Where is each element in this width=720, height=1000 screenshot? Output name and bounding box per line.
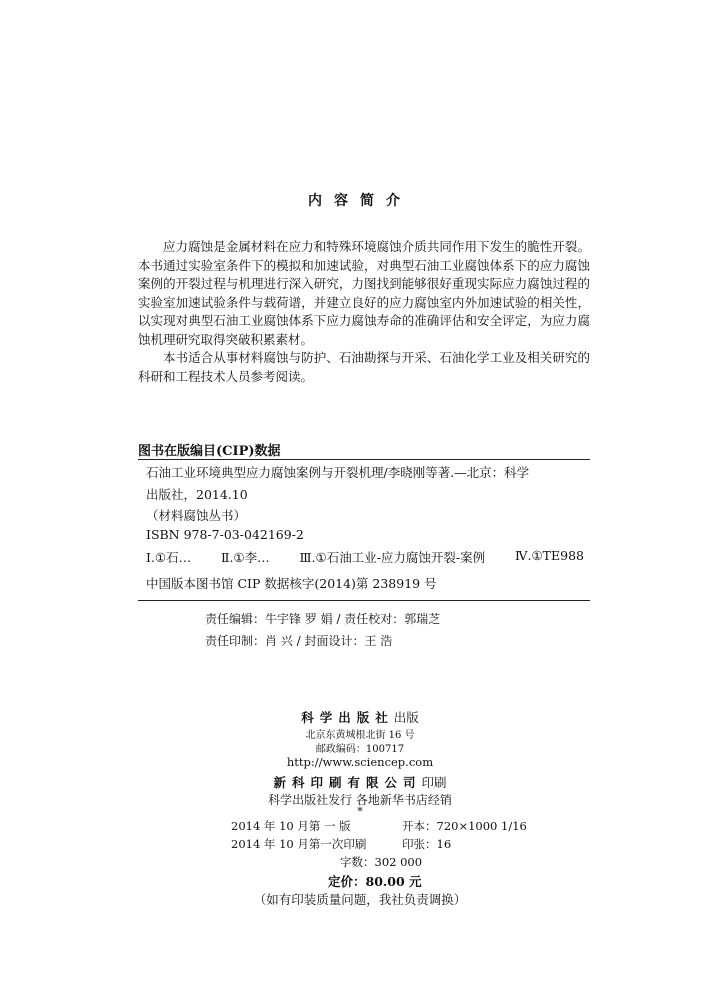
cip-class-item: Ⅳ.①TE988 <box>514 548 584 563</box>
publisher-line <box>0 708 720 726</box>
cip-series: （材料腐蚀丛书） <box>146 508 247 523</box>
cip-class-item: Ⅲ.①石油工业-应力腐蚀开裂-案例 <box>299 550 486 565</box>
publisher-logo: 科学出版社 <box>301 710 394 725</box>
summary-paragraph: 应力腐蚀是金属材料在应力和特殊环境腐蚀介质共同作用下发生的脆性开裂。本书通过实验室条件下的模拟和加速试验，对典型石油工业腐蚀体系下的应力腐蚀案例的开裂过程与机理进行深入研究，力图找到能够很好重现实际应力腐蚀过程的实验室加速试验条件与载荷谱，并建立良好的应力腐蚀室内外加速试验的相关性，以实现对典型石油工业腐蚀体系下应力腐蚀寿命的准确评估和安全评定，为应力腐蚀机理研究取得突破积累素材。 <box>138 239 590 347</box>
cip-class-item: Ⅱ.①李… <box>220 550 270 565</box>
cip-classification <box>146 548 584 566</box>
cip-verification: 中国版本图书馆 CIP 数据核字(2014)第 238919 号 <box>146 576 437 591</box>
summary-text <box>138 238 590 386</box>
publisher-address: 北京东黄城根北街 16 号 <box>305 730 415 741</box>
staff-line: 责任编辑：牛宇锋 罗 娟 / 责任校对：郭瑞芝 <box>205 612 441 626</box>
price: 定价：80.00 元 <box>328 874 422 889</box>
printer-logo: 新科印刷有限公司 <box>273 775 422 790</box>
cip-class-item: Ⅰ.①石… <box>146 550 192 565</box>
summary-paragraph: 本书适合从事材料腐蚀与防护、石油勘探与开采、石油化学工业及相关研究的科研和工程技术人员参考阅读。 <box>138 350 590 384</box>
printer-suffix: 印刷 <box>421 775 447 790</box>
cip-title-line: 石油工业环境典型应力腐蚀案例与开裂机理/李晓刚等著.—北京：科学 <box>146 465 530 480</box>
cip-publisher-line: 出版社，2014.10 <box>146 487 248 502</box>
cip-isbn: ISBN 978-7-03-042169-2 <box>146 527 304 542</box>
separator-star: * <box>357 805 363 818</box>
publisher-suffix: 出版 <box>393 710 419 725</box>
printer-line <box>0 773 720 791</box>
format-info: 开本：720×1000 1/16 <box>402 819 527 833</box>
publisher-website: http://www.sciencep.com <box>286 755 434 769</box>
edition-info: 2014 年 10 月第 一 版 <box>231 819 351 833</box>
cip-record <box>138 459 590 601</box>
printing-info: 2014 年 10 月第一次印刷 <box>231 837 367 851</box>
staff-line: 责任印制：肖 兴 / 封面设计：王 浩 <box>205 634 393 648</box>
distribution-line: 科学出版社发行 各地新华书店经销 <box>268 793 452 807</box>
sheets-info: 印张：16 <box>402 837 452 851</box>
cip-title: 图书在版编目(CIP)数据 <box>138 444 281 459</box>
section-title: 内容简介 <box>308 193 412 209</box>
publisher-postcode: 邮政编码：100717 <box>315 744 405 755</box>
quality-notice: （如有印装质量问题，我社负责调换） <box>253 892 467 907</box>
word-count: 字数：302 000 <box>340 855 423 869</box>
